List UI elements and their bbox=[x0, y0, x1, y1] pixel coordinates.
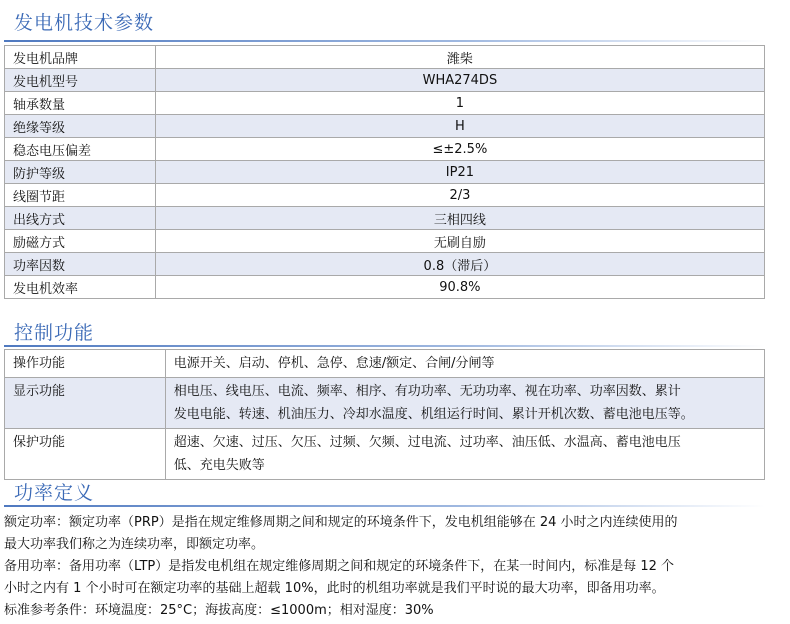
reference-conditions: 标准参考条件：环境温度：25°C；海拔高度：≤1000m；相对湿度：30% bbox=[4, 603, 434, 618]
rated-power-line-2: 最大功率我们称之为连续功率，即额定功率。 bbox=[4, 537, 265, 552]
control-description-line: 发电电能、转速、机油压力、冷却水温度、机组运行时间、累计开机次数、蓄电池电压等。 bbox=[173, 407, 694, 422]
spec-value: 三相四线 bbox=[155, 207, 764, 230]
rated-power-line-1: 额定功率：额定功率（PRP）是指在规定维修周期之间和规定的环境条件下，发电机组能够在 24 小时之内连续使用的 bbox=[4, 515, 678, 530]
spec-value: WHA274DS bbox=[155, 69, 764, 92]
control-label: 显示功能 bbox=[5, 378, 166, 429]
standby-power-line-1: 备用功率：备用功率（LTP）是指发电机组在规定维修周期之间和规定的环境条件下，在某一时间内，标准是每 12 个 bbox=[4, 559, 675, 574]
spec-label: 功率因数 bbox=[5, 253, 156, 276]
specs-section-title: 发电机技术参数 bbox=[14, 12, 155, 34]
control-description-line: 相电压、线电压、电流、频率、相序、有功功率、无功功率、视在功率、功率因数、累计 bbox=[173, 384, 681, 399]
spec-label: 防护等级 bbox=[5, 161, 156, 184]
control-description bbox=[165, 429, 764, 480]
spec-row bbox=[5, 138, 765, 161]
spec-row bbox=[5, 207, 765, 230]
control-description-line: 低、充电失败等 bbox=[173, 458, 265, 473]
spec-label: 出线方式 bbox=[5, 207, 156, 230]
control-table bbox=[4, 349, 765, 480]
spec-value: 0.8（滞后） bbox=[155, 253, 764, 276]
standby-power-definition bbox=[4, 556, 786, 600]
spec-label: 绝缘等级 bbox=[5, 115, 156, 138]
control-description-line: 超速、欠速、过压、欠压、过频、欠频、过电流、过功率、油压低、水温高、蓄电池电压 bbox=[173, 435, 681, 450]
spec-row bbox=[5, 115, 765, 138]
specs-table bbox=[4, 45, 765, 299]
control-description-line: 电源开关、启动、停机、急停、怠速/额定、合闸/分闸等 bbox=[173, 356, 495, 371]
spec-row bbox=[5, 230, 765, 253]
spec-value: H bbox=[155, 115, 764, 138]
spec-label: 轴承数量 bbox=[5, 92, 156, 115]
spec-row bbox=[5, 92, 765, 115]
spec-row bbox=[5, 184, 765, 207]
spec-value: ≤±2.5% bbox=[155, 138, 764, 161]
spec-value: 潍柴 bbox=[155, 46, 764, 69]
spec-label: 发电机型号 bbox=[5, 69, 156, 92]
spec-value: 无刷自励 bbox=[155, 230, 764, 253]
spec-row bbox=[5, 46, 765, 69]
spec-label: 励磁方式 bbox=[5, 230, 156, 253]
spec-row bbox=[5, 276, 765, 299]
spec-label: 发电机品牌 bbox=[5, 46, 156, 69]
spec-value: 90.8% bbox=[155, 276, 764, 299]
control-description bbox=[165, 378, 764, 429]
power-title-divider bbox=[4, 505, 765, 507]
spec-row bbox=[5, 69, 765, 92]
rated-power-definition bbox=[4, 512, 786, 556]
control-title-divider bbox=[4, 345, 765, 347]
spec-value: 2/3 bbox=[155, 184, 764, 207]
power-section-title: 功率定义 bbox=[14, 482, 95, 504]
control-label: 操作功能 bbox=[5, 350, 166, 378]
spec-label: 线圈节距 bbox=[5, 184, 156, 207]
spec-value: 1 bbox=[155, 92, 764, 115]
standby-power-line-2: 小时之内有 1 个小时可在额定功率的基础上超载 10%，此时的机组功率就是我们平时说的最大功率，即备用功率。 bbox=[4, 581, 665, 596]
spec-row bbox=[5, 161, 765, 184]
specs-title-divider bbox=[4, 40, 765, 42]
control-row bbox=[5, 378, 765, 429]
spec-label: 稳态电压偏差 bbox=[5, 138, 156, 161]
control-section-title: 控制功能 bbox=[14, 322, 95, 344]
spec-value: IP21 bbox=[155, 161, 764, 184]
control-row bbox=[5, 429, 765, 480]
control-label: 保护功能 bbox=[5, 429, 166, 480]
spec-row bbox=[5, 253, 765, 276]
control-row bbox=[5, 350, 765, 378]
spec-label: 发电机效率 bbox=[5, 276, 156, 299]
control-description bbox=[165, 350, 764, 378]
